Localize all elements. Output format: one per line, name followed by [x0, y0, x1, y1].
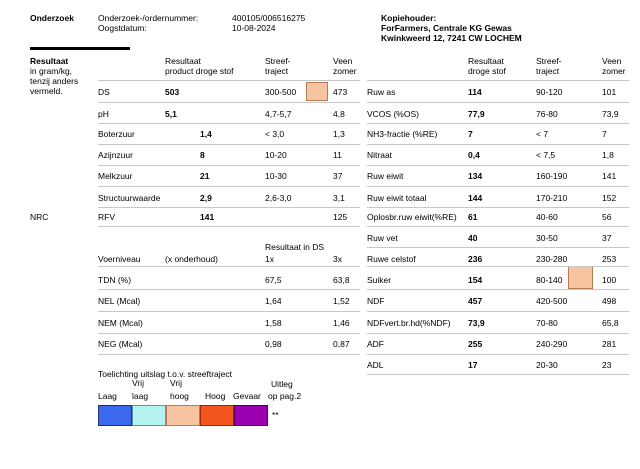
row-veen: 73,9 — [602, 109, 619, 119]
row-value: 5,1 — [165, 109, 177, 119]
row-name: Oplosbr.ruw eiwit(%RE) — [367, 212, 457, 222]
row-divider — [367, 354, 629, 355]
row-value: 144 — [468, 193, 483, 203]
row-divider — [367, 144, 629, 145]
legend-label-top: Vrij — [132, 378, 144, 388]
row-name: Nitraat — [367, 150, 393, 160]
copy-holder-address: Kwinkweerd 12, 7241 CW LOCHEM — [381, 33, 522, 43]
legend-swatch-laag — [98, 405, 132, 426]
row-target: 76-80 — [536, 109, 558, 119]
row-divider — [98, 311, 360, 312]
row-name: Ruwe celstof — [367, 254, 416, 264]
row-divider — [367, 374, 629, 375]
row-divider — [367, 289, 629, 290]
date-value: 10-08-2024 — [232, 23, 276, 33]
row-name: VCOS (%OS) — [367, 109, 419, 119]
left-header-result-sub: product droge stof — [165, 66, 234, 76]
row-veen: 11 — [333, 150, 342, 160]
row-veen: 100 — [602, 275, 617, 285]
feed-header-level: Voerniveau — [98, 254, 141, 264]
right-header-veen: Veen — [602, 56, 622, 66]
row-name: Structuurwaarde — [98, 193, 161, 203]
row-divider — [98, 333, 360, 334]
row-veen: 37 — [602, 233, 612, 243]
right-header-result-sub: droge stof — [468, 66, 506, 76]
row-name: Ruw eiwit totaal — [367, 193, 427, 203]
feed-row-3x: 1,46 — [333, 318, 350, 328]
row-divider — [98, 354, 360, 355]
row-veen: 1,8 — [602, 150, 614, 160]
row-value: 503 — [165, 87, 180, 97]
legend-swatch-gevaar — [234, 405, 268, 426]
left-header-veen-sub: zomer — [333, 66, 357, 76]
row-divider — [367, 165, 629, 166]
row-value: 134 — [468, 171, 483, 181]
row-name: Ruw eiwit — [367, 171, 404, 181]
row-target: 70-80 — [536, 318, 558, 328]
right-header-target-sub: traject — [536, 66, 560, 76]
feed-header-1x: 1x — [265, 254, 274, 264]
legend-label: hoog — [170, 391, 189, 401]
legend-footnote: ** — [272, 410, 279, 420]
row-value: 73,9 — [468, 318, 485, 328]
date-label: Oogstdatum: — [98, 23, 147, 33]
right-header-result: Resultaat — [468, 56, 504, 66]
row-veen: 253 — [602, 254, 617, 264]
result-note-line: in gram/kg, — [30, 66, 73, 76]
row-value: 61 — [468, 212, 478, 222]
feed-header-maintenance: (x onderhoud) — [165, 254, 218, 264]
row-target: 240-290 — [536, 339, 568, 349]
row-veen: 101 — [602, 87, 617, 97]
row-divider — [367, 226, 629, 227]
copy-holder-name: ForFarmers, Centrale KG Gewas — [381, 23, 512, 33]
row-value: 17 — [468, 360, 478, 370]
row-value: 457 — [468, 296, 483, 306]
row-veen: 56 — [602, 212, 612, 222]
row-divider — [98, 102, 360, 103]
row-value: 0,4 — [468, 150, 480, 160]
row-divider — [98, 123, 360, 124]
row-divider — [98, 186, 360, 187]
row-target: 10-20 — [265, 150, 287, 160]
row-veen: 23 — [602, 360, 612, 370]
row-value: 8 — [200, 150, 205, 160]
row-target: 300-500 — [265, 87, 297, 97]
result-note-title: Resultaat — [30, 56, 69, 66]
row-name: pH — [98, 109, 109, 119]
row-target: 10-30 — [265, 171, 287, 181]
row-value: 141 — [200, 212, 215, 222]
row-veen: 473 — [333, 87, 348, 97]
legend-swatch-vrij-laag — [132, 405, 166, 426]
legend-label: laag — [132, 391, 149, 401]
row-divider — [98, 80, 360, 81]
feed-row-3x: 1,52 — [333, 296, 350, 306]
row-value: 236 — [468, 254, 483, 264]
row-divider — [98, 226, 360, 227]
row-divider — [98, 144, 360, 145]
row-target: 90-120 — [536, 87, 563, 97]
left-header-target: Streef- — [265, 56, 291, 66]
feed-row-1x: 1,64 — [265, 296, 282, 306]
left-header-target-sub: traject — [265, 66, 289, 76]
row-target: < 3,0 — [265, 129, 285, 139]
row-veen: 3,1 — [333, 193, 345, 203]
row-veen: 65,8 — [602, 318, 619, 328]
legend-uitleg: Uitleg — [271, 379, 293, 389]
row-divider — [98, 266, 360, 267]
row-divider — [98, 207, 360, 208]
row-divider — [98, 289, 360, 290]
row-target: 20-30 — [536, 360, 558, 370]
row-divider — [367, 207, 629, 208]
row-target: 230-280 — [536, 254, 568, 264]
row-divider — [367, 311, 629, 312]
row-divider — [367, 80, 629, 81]
feed-row-name: NEM (Mcal) — [98, 318, 143, 328]
legend-label: Gevaar — [233, 391, 261, 401]
legend-uitleg-page: op pag.2 — [268, 391, 302, 401]
order-label: Onderzoek-/ordernummer: — [98, 13, 199, 23]
row-divider — [367, 102, 629, 103]
feed-row-3x: 0,87 — [333, 339, 350, 349]
row-name: ADF — [367, 339, 384, 349]
row-value: 114 — [468, 87, 482, 97]
row-veen: 37 — [333, 171, 343, 181]
row-name: Azijnzuur — [98, 150, 133, 160]
row-name: DS — [98, 87, 110, 97]
row-veen: 281 — [602, 339, 617, 349]
row-value: 21 — [200, 171, 210, 181]
feed-row-name: NEL (Mcal) — [98, 296, 141, 306]
row-name: ADL — [367, 360, 384, 370]
row-value: 40 — [468, 233, 478, 243]
row-target: 80-140 — [536, 275, 563, 285]
row-value: 77,9 — [468, 109, 485, 119]
row-target: 160-190 — [536, 171, 568, 181]
row-veen: 4,8 — [333, 109, 345, 119]
suiker-highlight-box — [568, 266, 593, 289]
row-name: Ruw as — [367, 87, 396, 97]
feed-row-1x: 0,98 — [265, 339, 282, 349]
left-header-result: Resultaat — [165, 56, 201, 66]
feed-row-1x: 1,58 — [265, 318, 282, 328]
row-divider — [367, 123, 629, 124]
feed-row-name: NEG (Mcal) — [98, 339, 143, 349]
row-name: RFV — [98, 212, 115, 222]
row-target: < 7,5 — [536, 150, 556, 160]
order-value: 400105/006516275 — [232, 13, 306, 23]
row-veen: 141 — [602, 171, 617, 181]
nrc-label: NRC — [30, 212, 49, 222]
ds-highlight-box — [306, 82, 328, 101]
feed-row-3x: 63,8 — [333, 275, 350, 285]
legend-label-top: Vrij — [170, 378, 182, 388]
row-divider — [367, 266, 629, 267]
row-target: < 7 — [536, 129, 549, 139]
header-divider-bar — [30, 47, 130, 50]
row-value: 154 — [468, 275, 483, 285]
row-target: 30-50 — [536, 233, 558, 243]
legend-swatch-vrij-hoog — [166, 405, 200, 426]
row-name: Suiker — [367, 275, 392, 285]
row-name: Melkzuur — [98, 171, 133, 181]
left-header-veen: Veen — [333, 56, 353, 66]
row-name: NH3-fractie (%RE) — [367, 129, 438, 139]
legend-swatch-hoog — [200, 405, 234, 426]
row-name: NDFvert.br.hd(%NDF) — [367, 318, 451, 328]
row-divider — [367, 247, 629, 248]
row-name: NDF — [367, 296, 385, 306]
section-label: Onderzoek — [30, 13, 74, 23]
legend-label: Laag — [98, 391, 117, 401]
right-header-veen-sub: zomer — [602, 66, 626, 76]
right-header-target: Streef- — [536, 56, 562, 66]
copy-holder-label: Kopiehouder: — [381, 13, 437, 23]
feed-header-3x: 3x — [333, 254, 342, 264]
feed-row-1x: 67,5 — [265, 275, 282, 285]
row-target: 170-210 — [536, 193, 568, 203]
row-value: 2,9 — [200, 193, 212, 203]
row-divider — [98, 165, 360, 166]
result-note-line: tenzij anders — [30, 76, 79, 86]
feed-row-name: TDN (%) — [98, 275, 132, 285]
legend-label: Hoog — [205, 391, 226, 401]
feed-header-result: Resultaat in DS — [265, 242, 325, 252]
row-target: 420-500 — [536, 296, 568, 306]
row-name: Boterzuur — [98, 129, 135, 139]
row-target: 4,7-5,7 — [265, 109, 292, 119]
row-divider — [367, 186, 629, 187]
row-veen: 498 — [602, 296, 617, 306]
result-note-line: vermeld. — [30, 86, 63, 96]
row-name: Ruw vet — [367, 233, 398, 243]
row-veen: 1,3 — [333, 129, 345, 139]
row-divider — [367, 333, 629, 334]
row-value: 255 — [468, 339, 483, 349]
row-value: 7 — [468, 129, 473, 139]
legend-title: Toelichting uitslag t.o.v. streeftraject — [98, 369, 233, 379]
row-veen: 125 — [333, 212, 348, 222]
row-veen: 152 — [602, 193, 617, 203]
row-veen: 7 — [602, 129, 607, 139]
row-target: 2,6-3,0 — [265, 193, 292, 203]
row-value: 1,4 — [200, 129, 212, 139]
row-target: 40-60 — [536, 212, 558, 222]
